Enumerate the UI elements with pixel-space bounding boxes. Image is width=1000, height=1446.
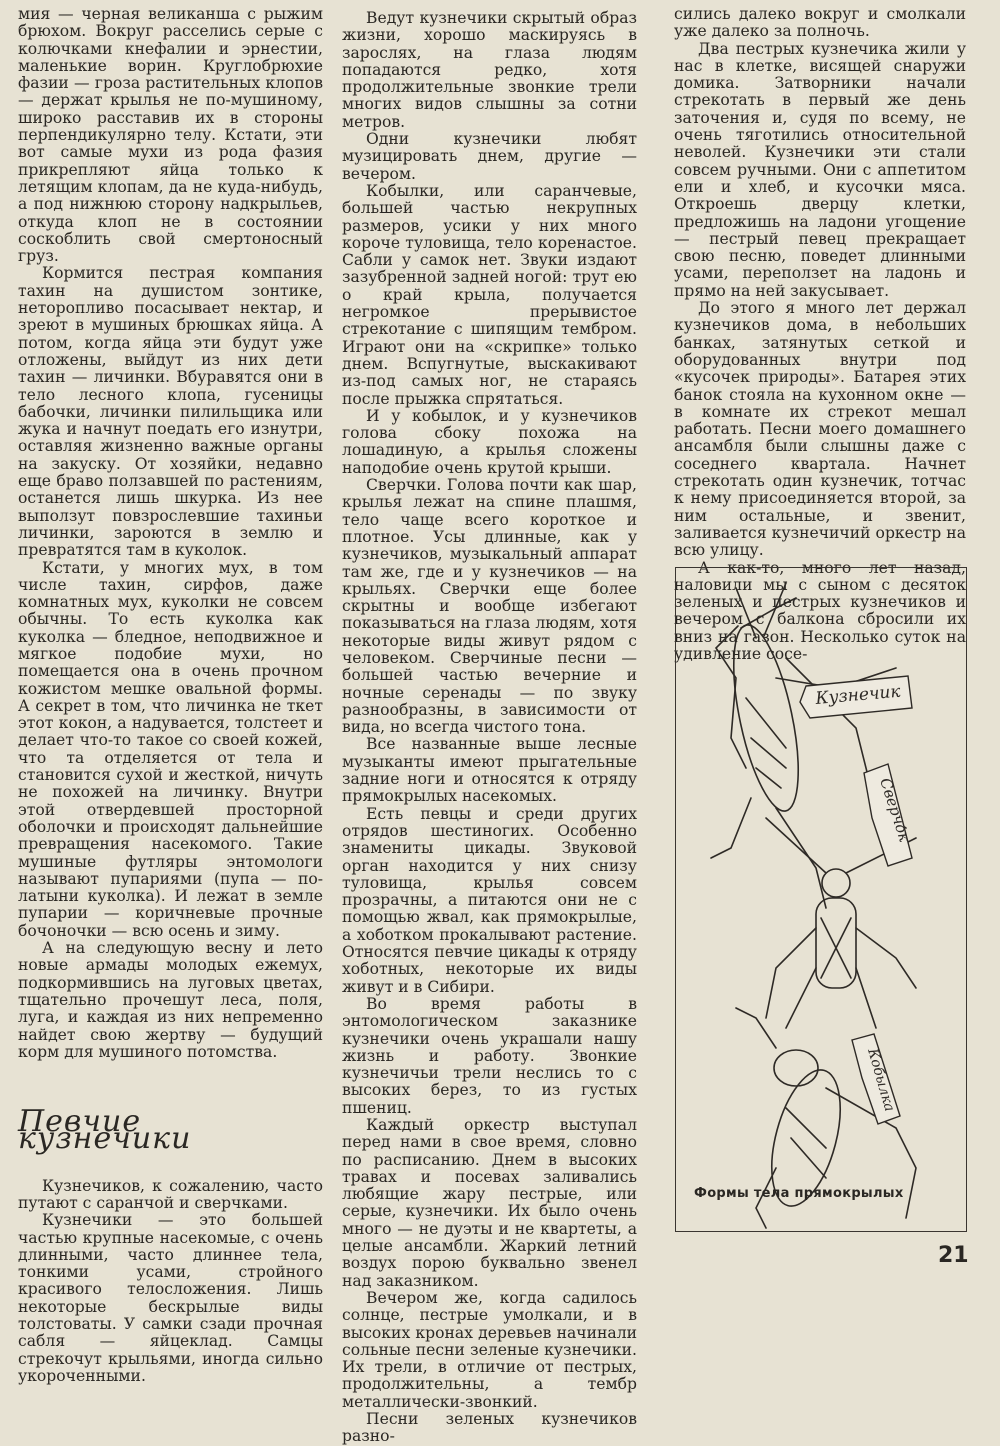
paragraph: Ведут кузнечики скрытый образ жизни, хорошо маскируясь в зарослях, на глаза людям попадаются редко, хотя продолжительные звонкие трели многих видов слышны за сотни метров. (342, 9, 637, 131)
paragraph: Кстати, у многих мух, в том числе тахин, сирфов, даже комнатных мух, куколки не совсем обычны. То есть куколка как куколка — бледное, неподвижное и мягкое подобие мухи, но помещается она в очень прочном кожистом мешке овальной формы. А секрет в том, что личинка не ткет этот кокон, а надувается, толстеет и делает что-то такое со своей кожей, что та отделяется от тела и становится сухой и жесткой, ничуть не похожей на личинку. Внутри этой отвердевшей просторной оболочки и происходят дальнейшие превращения насекомого. Такие мушиные футляры энтомологи называют пупариями (пупа — по-латыни куколка). И лежат в земле пупарии — коричневые прочные бочоночки — всю осень и зиму. (18, 558, 323, 940)
cricket-label: Сверчок (876, 775, 914, 845)
page-number: 21 (938, 1243, 969, 1268)
paragraph: А как-то, много лет назад, наловили мы с сыном с десяток зеленых и пестрых кузнечиков и вечером с балкона сбросили их вниз на газон. Несколько суток на удивление сосе- (674, 558, 966, 663)
paragraph: Во время работы в энтомологическом заказнике кузнечики очень украшали нашу жизнь и работу. Звонкие кузнечичьи трели неслись то с высоких берез, то из густых пшениц. (342, 994, 637, 1117)
paragraph: Каждый оркестр выступал перед нами в свое время, словно по расписанию. Днем в высоких травах и посевах заливались любящие жару пестрые, или серые, кузнечики. Их было очень много — не дуэты и не квартеты, а целые ансамбли. Жаркий летний воздух порою буквально звенел над заказником. (342, 1116, 637, 1290)
paragraph: Одни кузнечики любят музицировать днем, другие — вечером. (342, 130, 637, 183)
paragraph: Песни зеленых кузнечиков разно- (342, 1410, 637, 1446)
paragraph: Два пестрых кузнечика жили у нас в клетке, висящей снаружи домика. Затворники начали стрекотать в первый же день заточения и, судя по всему, не очень тяготились относительной неволей. Кузнечики эти стали совсем ручными. Они с аппетитом ели и хлеб, и кусочки мяса. Откроешь дверцу клетки, предложишь на ладони угощение — пестрый певец прекращает свою песню, поведет длинными усами, переползет на ладонь и прямо на ней закусывает. (674, 39, 966, 300)
section-heading: Певчие кузнечики (18, 1104, 192, 1157)
grasshopper-label: Кузнечик (814, 681, 902, 709)
paragraph: И у кобылок, и у кузнечиков голова сбоку похожа на лошадиную, а крылья сложены наподобие очень крутой крыши. (342, 406, 637, 477)
paragraph: Кузнечики — это большей частью крупные насекомые, с очень длинными, часто длиннее тела, тонкими усами, стройного красивого телосложения. Лишь некоторые бескрылые виды толстоваты. У самки сзади прочная сабля — яйцеклад. Самцы стрекочут крыльями, иногда сильно укороченными. (18, 1211, 323, 1385)
paragraph: Кузнечиков, к сожалению, часто путают с саранчой и сверчками. (18, 1176, 323, 1212)
insects-illustration (676, 568, 966, 1231)
locust-label: Кобылка (864, 1046, 898, 1114)
paragraph: Сверчки. Голова почти как шар, крылья лежат на спине плашмя, тело чаще всего короткое и плотное. Усы длинные, как у кузнечиков, музыкальный аппарат там же, где и у кузнечиков — на крыльях. Сверчки еще более скрытны и вообще избегают показываться на глаза людям, хотя некоторые виды живут рядом с человеком. Сверчиные песни — большей частью вечерние и ночные серенады — по звуку разнообразны, в зависимости от вида, но всегда чистого тона. (342, 476, 637, 737)
orthoptera-figure (675, 567, 967, 1232)
column-1 (18, 6, 323, 1385)
grasshopper-drawing (711, 583, 906, 908)
paragraph: сились далеко вокруг и смолкали уже далеко за полночь. (674, 5, 966, 41)
figure-caption: Формы тела прямокрылых (694, 1186, 904, 1201)
paragraph: Вечером же, когда садилось солнце, пестрые умолкали, и в высоких кронах деревьев начинали сольные песни зеленые кузнечики. Их трели, в отличие от пестрых, продолжительны, а тембр металлически-звонкий. (342, 1288, 637, 1411)
paragraph: До этого я много лет держал кузнечиков дома, в небольших банках, затянутых сеткой и оборудованных внутри под «кусочек природы». Батарея этих банок стояла на кухонном окне — в комнате их стрекот мешал работать. Песни моего домашнего ансамбля были слышны даже с соседнего квартала. Начнет стрекотать один кузнечик, тотчас к нему присоединяется второй, за ним остальные, и звенит, заливается кузнечичий оркестр на всю улицу. (674, 299, 966, 560)
column-2 (342, 10, 637, 1446)
paragraph: Есть певцы и среди других отрядов шестиногих. Особенно знамениты цикады. Звуковой орган находится у них снизу туловища, крылья совсем прозрачны, а питаются они не с помощью жвал, как прямокрылые, а хоботком прокалывают растение. Относятся певчие цикады к отряду хоботных, некоторые их виды живут и в Сибири. (342, 804, 637, 996)
paragraph: Все названные выше лесные музыканты имеют прыгательные задние ноги и относятся к отряду прямокрылых насекомых. (342, 735, 637, 806)
column-3 (674, 6, 966, 663)
label-tags (800, 676, 912, 1124)
paragraph: Кобылки, или саранчевые, большей частью некрупных размеров, усики у них много короче туловища, тело коренастое. Сабли у самок нет. Звуки издают зазубренной задней ногой: трут ею о край крыла, получается негромкое прерывистое стрекотание с шипящим тембром. Играют они на «скрипке» только днем. Вспугнутые, выскакивают из-под самых ног, не стараясь после прыжка спрятаться. (342, 181, 637, 408)
paragraph: А на следующую весну и лето новые армады молодых ежемух, подкормившись на луговых цветах, тщательно прочешут леса, поля, луга, и каждая из них непременно найдет свою жертву — будущий корм для мушиного потомства. (18, 939, 323, 1061)
paragraph: Кормится пестрая компания тахин на душистом зонтике, неторопливо посасывает нектар, и зреют в мушиных брюшках яйца. А потом, когда яйца эти будут уже отложены, выйдут из них дети тахин — личинки. Вбуравятся они в тело лесного клопа, гусеницы бабочки, личинки пилильщика или жука и начнут поедать его изнутри, оставляя жизненно важные органы на закуску. От хозяйки, недавно еще браво ползавшей по растениям, останется лишь шкурка. Из нее выползут повзрослевшие тахиньи личинки, зароются в землю и превратятся там в куколок. (18, 264, 323, 560)
paragraph: мия — черная великанша с рыжим брюхом. Вокруг расселись серые с колючками кнефалии и эрнестии, маленькие ворин. Круглобрюхие фазии — гроза растительных клопов — держат крылья не по-мушиному, широко расставив их в стороны перпендикулярно телу. Кстати, эти вот самые мухи из рода фазия прикрепляют яйца только к летящим клопам, да не куда-нибудь, а под нижнюю сторону надкрыльев, откуда клоп не в состоянии соскоблить свой смертоносный груз. (18, 5, 323, 266)
